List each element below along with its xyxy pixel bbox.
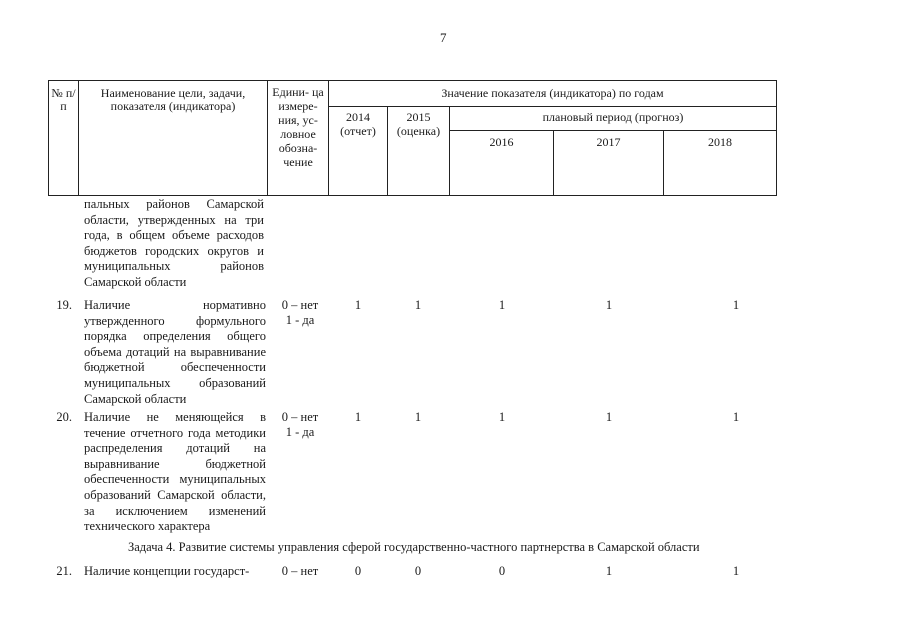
row-number: 21. — [56, 564, 72, 578]
header-plan-period: плановый период (прогноз) — [542, 110, 684, 124]
header-year-2018: 2018 — [708, 135, 732, 149]
value-2014: 1 — [354, 298, 362, 312]
header-col-num: № п/п — [51, 86, 76, 113]
value-2015: 1 — [414, 298, 422, 312]
task-heading: Задача 4. Развитие системы управления сферой государственно-частного партнерства в Самарской области — [128, 540, 700, 554]
value-2015: 1 — [414, 410, 422, 424]
row-number: 19. — [56, 298, 72, 312]
header-year-2017: 2017 — [596, 135, 621, 149]
row-unit: 0 – нет — [281, 564, 319, 578]
header-year-2014: 2014 — [346, 110, 370, 124]
value-2014: 0 — [354, 564, 362, 578]
value-2015: 0 — [414, 564, 422, 578]
value-2016: 1 — [498, 298, 506, 312]
value-2016: 1 — [498, 410, 506, 424]
row-name: Наличие нормативно утвержденного формульного порядка определения общего объема дотаций на выравнивание бюджетной обеспеченности муниципальных образований Самарской области — [84, 298, 266, 406]
value-2018: 1 — [732, 410, 740, 424]
value-2018: 1 — [732, 298, 740, 312]
page-number: 7 — [440, 30, 447, 45]
header-year-2016: 2016 — [489, 135, 514, 149]
continuation-text: пальных районов Самарской области, утвержденных на три года, в общем объеме расходов бюджетов городских округов и муниципальных районов Самарской области — [84, 197, 264, 289]
row-unit-2: 1 - да — [285, 313, 315, 327]
value-2014: 1 — [354, 410, 362, 424]
value-2018: 1 — [732, 564, 740, 578]
header-col-unit: Едини- ца измере- ния, ус- ловное обозна- чение — [272, 85, 324, 169]
header-year-2015-note: (оценка) — [396, 124, 441, 138]
row-number: 20. — [56, 410, 72, 424]
row-unit-2: 1 - да — [285, 425, 315, 439]
header-col-values: Значение показателя (индикатора) по годам — [441, 86, 664, 100]
value-2016: 0 — [498, 564, 506, 578]
value-2017: 1 — [605, 564, 613, 578]
row-unit: 0 – нет — [281, 298, 319, 312]
row-unit: 0 – нет — [281, 410, 319, 424]
header-year-2014-note: (отчет) — [340, 124, 376, 138]
header-year-2015: 2015 — [406, 110, 431, 124]
header-col-name: Наименование цели, задачи, показателя (индикатора) — [100, 86, 246, 113]
row-name: Наличие не меняющейся в течение отчетного года методики распределения дотаций на выравнивание бюджетной обеспеченности муниципальных образований Самарской области, за исключением изменений технического характера — [84, 410, 266, 534]
row-name: Наличие концепции государст- — [84, 564, 250, 578]
value-2017: 1 — [605, 410, 613, 424]
value-2017: 1 — [605, 298, 613, 312]
